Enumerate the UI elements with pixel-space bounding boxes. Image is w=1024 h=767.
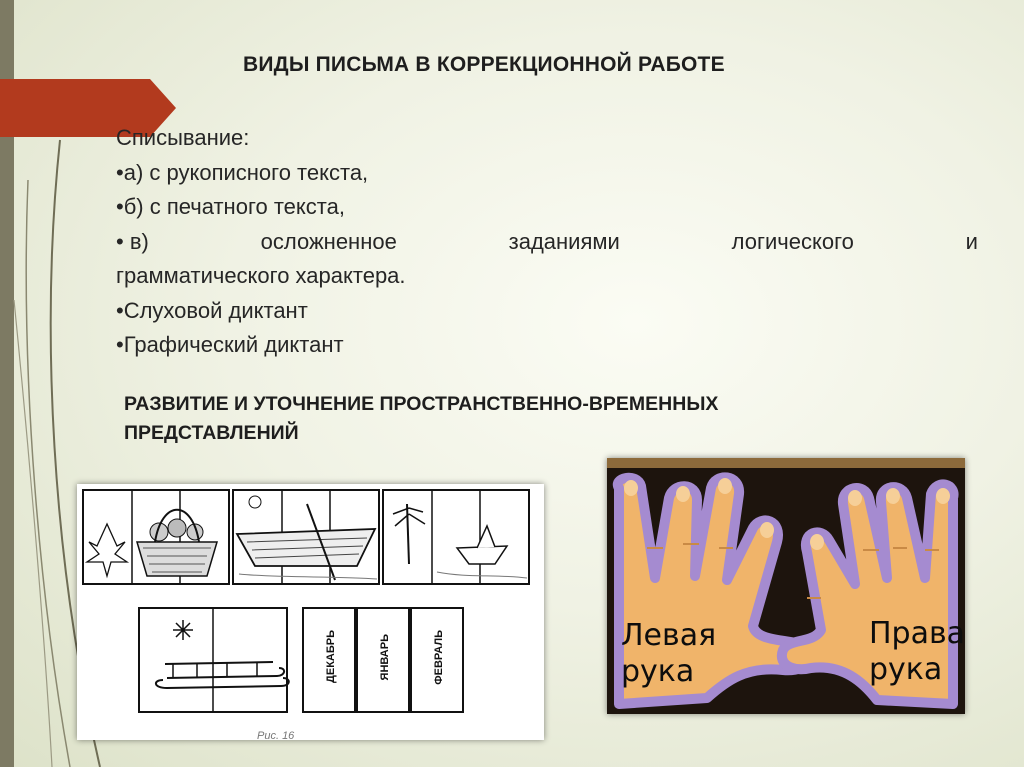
slide-title: ВИДЫ ПИСЬМА В КОРРЕКЦИОННОЙ РАБОТЕ bbox=[243, 53, 725, 76]
month-label-january: ЯНВАРЬ bbox=[379, 634, 391, 681]
right-hand-label-line: рука bbox=[869, 652, 943, 687]
right-hand-label bbox=[869, 616, 965, 688]
list-item-handwritten: •а) с рукописного текста, bbox=[116, 159, 369, 185]
list-item-printed: •б) с печатного текста, bbox=[116, 194, 345, 219]
left-hand-label-line: Левая bbox=[621, 618, 717, 653]
section-title-line: РАЗВИТИЕ И УТОЧНЕНИЕ ПРОСТРАНСТВЕННО-ВРЕМЕННЫХ bbox=[124, 393, 719, 415]
list-item-complicated-continued: грамматического характера. bbox=[116, 263, 406, 288]
list-item-graphic-dictation: •Графический диктант bbox=[116, 332, 344, 357]
list-item-word: и bbox=[965, 228, 978, 254]
left-hand-label-line: рука bbox=[621, 654, 695, 689]
section-title bbox=[124, 390, 884, 448]
month-label-february: ФЕВРАЛЬ bbox=[433, 630, 445, 685]
list-item-word: осложненное bbox=[260, 228, 397, 254]
list-item-word: • в) bbox=[116, 228, 149, 254]
right-hand-label-line: Права bbox=[869, 616, 965, 651]
list-heading: Списывание: bbox=[116, 125, 250, 150]
list-item-complicated bbox=[116, 225, 978, 260]
list-item-aural-dictation: •Слуховой диктант bbox=[116, 297, 308, 323]
worksheet-figure bbox=[77, 484, 544, 740]
body-text-list bbox=[116, 121, 978, 363]
figure-caption: Рис. 16 bbox=[257, 730, 295, 742]
worksheet-drawing bbox=[77, 484, 544, 740]
month-label-december: ДЕКАБРЬ bbox=[325, 630, 337, 683]
left-hand-label bbox=[621, 618, 716, 690]
list-item-word: заданиями bbox=[508, 228, 620, 254]
hands-photo bbox=[607, 458, 965, 714]
section-title-line: ПРЕДСТАВЛЕНИЙ bbox=[124, 422, 299, 444]
list-item-word: логического bbox=[731, 228, 854, 254]
